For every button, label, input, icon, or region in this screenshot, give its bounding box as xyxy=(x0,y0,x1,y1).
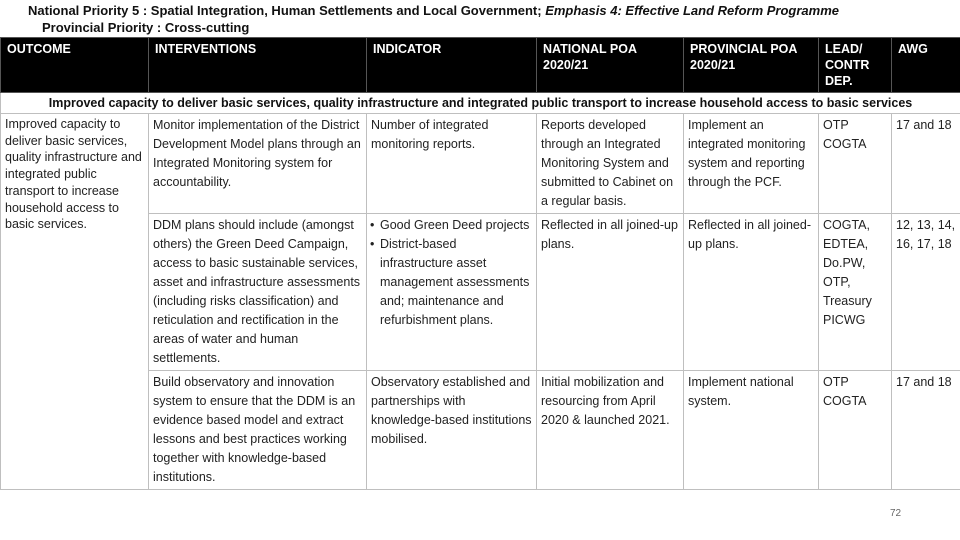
outcome-cell: Improved capacity to deliver basic services, quality infrastructure and integrated public transport to increase household access to basic services. xyxy=(1,114,149,490)
list-item: • Good Green Deed projects xyxy=(371,216,532,235)
indicator-list xyxy=(371,216,532,330)
outcome-banner-row xyxy=(1,93,960,114)
intervention-cell: Build observatory and innovation system to ensure that the DDM is an evidence based model and extract lessons and best practices working together with knowledge-based institutions. xyxy=(149,371,367,490)
title-emphasis: Emphasis 4: Effective Land Reform Programme xyxy=(545,3,839,18)
national-poa-cell: Reports developed through an Integrated Monitoring System and submitted to Cabinet on a regular basis. xyxy=(537,114,684,214)
indicator-cell: Number of integrated monitoring reports. xyxy=(367,114,537,214)
lead-cell: OTP COGTA xyxy=(819,114,892,214)
national-poa-cell: Reflected in all joined-up plans. xyxy=(537,214,684,371)
header-awg: AWG xyxy=(892,38,960,93)
provincial-poa-cell: Implement national system. xyxy=(684,371,819,490)
header-interventions: INTERVENTIONS xyxy=(149,38,367,93)
page-subtitle: Provincial Priority : Cross-cutting xyxy=(42,20,250,35)
indicator-cell: Observatory established and partnerships with knowledge-based institutions mobilised. xyxy=(367,371,537,490)
header-outcome: OUTCOME xyxy=(1,38,149,93)
provincial-poa-cell: Reflected in all joined-up plans. xyxy=(684,214,819,371)
lead-cell: OTP COGTA xyxy=(819,371,892,490)
page-number: 72 xyxy=(890,508,902,519)
header-national-poa: NATIONAL POA 2020/21 xyxy=(537,38,684,93)
page-title xyxy=(28,3,839,18)
header-provincial-poa: PROVINCIAL POA 2020/21 xyxy=(684,38,819,93)
awg-cell: 12, 13, 14, 16, 17, 18 xyxy=(892,214,960,371)
indicator-cell xyxy=(367,214,537,371)
outcome-banner: Improved capacity to deliver basic services, quality infrastructure and integrated public transport to increase household access to basic services xyxy=(1,93,960,114)
intervention-cell: Monitor implementation of the District Development Model plans through an Integrated Monitoring system for accountability. xyxy=(149,114,367,214)
header-lead: LEAD/ CONTR DEP. xyxy=(819,38,892,93)
intervention-cell: DDM plans should include (amongst others) the Green Deed Campaign, access to basic sustainable services, asset and infrastructure assessments (including risks classification) and reticulation and rectification in the areas of water and human settlements. xyxy=(149,214,367,371)
header-row xyxy=(1,38,960,93)
header-indicator: INDICATOR xyxy=(367,38,537,93)
title-main: National Priority 5 : Spatial Integration, Human Settlements and Local Government; xyxy=(28,3,546,18)
awg-cell: 17 and 18 xyxy=(892,371,960,490)
list-item: • District-based infrastructure asset management assessments and; maintenance and refurbishment plans. xyxy=(371,235,532,330)
priority-table xyxy=(0,37,960,490)
provincial-poa-cell: Implement an integrated monitoring system and reporting through the PCF. xyxy=(684,114,819,214)
table-row xyxy=(1,114,960,214)
national-poa-cell: Initial mobilization and resourcing from April 2020 & launched 2021. xyxy=(537,371,684,490)
lead-cell: COGTA, EDTEA, Do.PW, OTP, Treasury PICWG xyxy=(819,214,892,371)
awg-cell: 17 and 18 xyxy=(892,114,960,214)
